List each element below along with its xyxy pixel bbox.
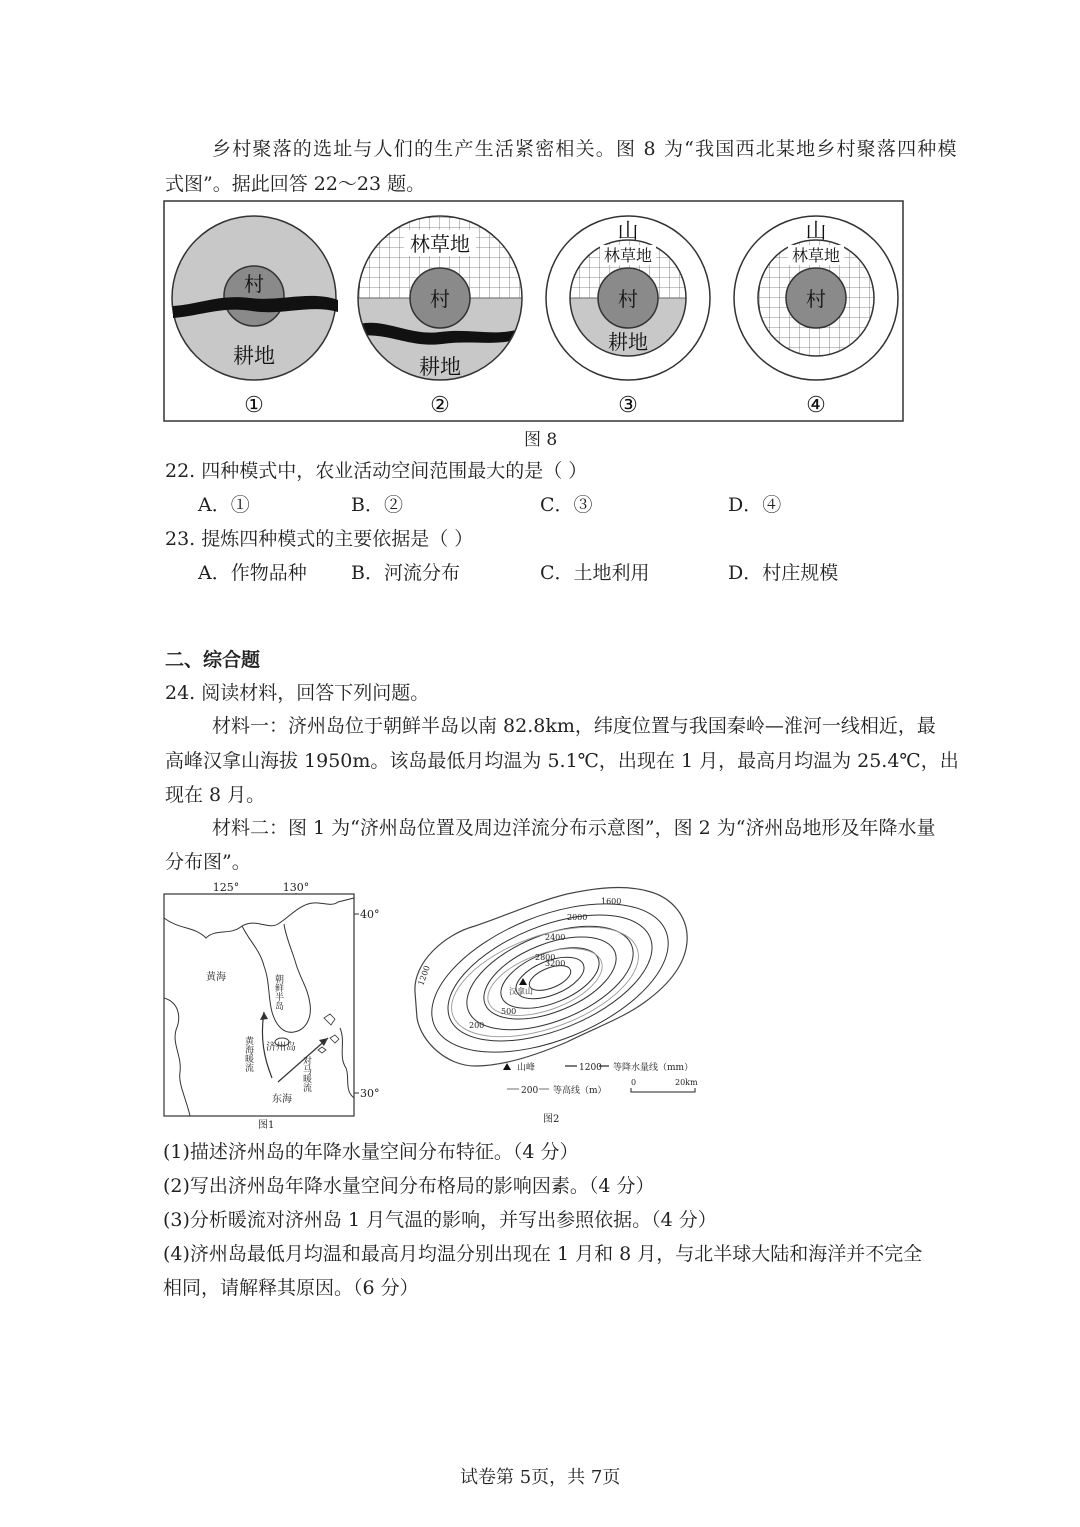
figure-8-caption: 图 8 [524, 430, 558, 450]
mode-4-forest-label: 林草地 [791, 246, 841, 265]
svg-text:40°: 40° [360, 908, 380, 921]
question-24-sub-4-line-2: 相同，请解释其原因。（6 分） [163, 1277, 419, 1299]
svg-text:山峰: 山峰 [517, 1063, 536, 1073]
svg-text:200: 200 [469, 1021, 485, 1030]
mode-2-farmland-label: 耕地 [419, 355, 461, 379]
section-heading: 二、综合题 [165, 649, 261, 671]
page-footer: 试卷第 5页，共 7页 [460, 1467, 621, 1488]
question-22-option-c[interactable]: C．③ [540, 494, 593, 516]
svg-text:济州岛: 济州岛 [266, 1042, 296, 1053]
svg-text:1200: 1200 [416, 964, 432, 987]
mode-1-village-label: 村 [244, 272, 264, 296]
question-24-sub-4-line-1: (4)济州岛最低月均温和最高月均温分别出现在 1 月和 8 月，与北半球大陆和海洋并不完全 [163, 1243, 923, 1265]
svg-text:200: 200 [521, 1086, 539, 1096]
svg-text:130°: 130° [282, 881, 310, 894]
svg-text:125°: 125° [212, 881, 240, 894]
material-2-line-1: 材料二：图 1 为“济州岛位置及周边洋流分布示意图”，图 2 为“济州岛地形及年降水量 [212, 817, 936, 839]
question-23-option-a[interactable]: A．作物品种 [198, 562, 307, 584]
question-23-option-c[interactable]: C．土地利用 [540, 562, 650, 584]
svg-text:3200: 3200 [545, 959, 566, 968]
question-22-stem: 22. 四种模式中，农业活动空间范围最大的是（ ） [165, 460, 588, 482]
material-1-line-2: 高峰汉拿山海拔 1950m。该岛最低月均温为 5.1℃，出现在 1 月，最高月均温为 25.4℃，出 [165, 750, 959, 772]
mode-3-forest-label: 林草地 [603, 246, 653, 265]
mode-1-number: ① [244, 393, 264, 418]
svg-text:汉拿山: 汉拿山 [509, 987, 533, 996]
intro-line-1: 乡村聚落的选址与人们的生产生活紧密相关。图 8 为“我国西北某地乡村聚落四种模 [212, 138, 958, 160]
question-24-sub-3: (3)分析暖流对济州岛 1 月气温的影响，并写出参照依据。（4 分） [163, 1209, 717, 1231]
question-23-option-d[interactable]: D．村庄规模 [728, 562, 839, 584]
mode-3-farmland-label: 耕地 [608, 330, 648, 354]
material-1-line-1: 材料一：济州岛位于朝鲜半岛以南 82.8km，纬度位置与我国秦岭—淮河一线相近，最 [212, 715, 936, 737]
svg-text:0: 0 [631, 1078, 637, 1087]
svg-text:2800: 2800 [535, 953, 556, 962]
svg-text:20km: 20km [675, 1078, 698, 1087]
svg-text:等高线（m）: 等高线（m） [553, 1086, 607, 1096]
mode-4-village-label: 村 [806, 287, 826, 311]
figure-8 [160, 198, 908, 426]
map-1-location [160, 878, 390, 1133]
svg-text:1600: 1600 [601, 897, 622, 906]
mode-4-number: ④ [806, 393, 826, 418]
material-1-line-3: 现在 8 月。 [165, 784, 266, 806]
mode-2-number: ② [430, 393, 450, 418]
mode-1-farmland-label: 耕地 [233, 344, 275, 368]
svg-text:1200: 1200 [579, 1063, 602, 1073]
svg-text:30°: 30° [360, 1087, 380, 1100]
question-24-stem: 24. 阅读材料，回答下列问题。 [165, 682, 430, 704]
mode-4-mountain-label: 山 [805, 219, 827, 243]
svg-text:对马暖流: 对马暖流 [301, 1056, 311, 1092]
mode-3-mountain-label: 山 [617, 219, 639, 243]
svg-text:等降水量线（mm）: 等降水量线（mm） [613, 1063, 694, 1073]
svg-text:黄海暖流: 黄海暖流 [243, 1036, 253, 1072]
svg-text:图2: 图2 [543, 1114, 560, 1125]
svg-text:2400: 2400 [545, 933, 566, 942]
svg-text:东海: 东海 [272, 1094, 292, 1105]
mode-3-village-label: 村 [618, 287, 638, 311]
intro-line-2: 式图”。据此回答 22～23 题。 [165, 173, 426, 195]
question-22-option-b[interactable]: B．② [351, 494, 403, 516]
svg-text:黄海: 黄海 [206, 972, 226, 983]
svg-text:500: 500 [501, 1007, 517, 1016]
mode-3-number: ③ [618, 393, 638, 418]
question-23-option-b[interactable]: B．河流分布 [351, 562, 460, 584]
question-22-option-a[interactable]: A．① [198, 494, 250, 516]
svg-text:图1: 图1 [258, 1120, 275, 1131]
mode-2-forest-label: 林草地 [410, 232, 470, 256]
question-23-stem: 23. 提炼四种模式的主要依据是（ ） [165, 528, 474, 550]
svg-text:2000: 2000 [567, 913, 588, 922]
question-22-option-d[interactable]: D．④ [728, 494, 782, 516]
map-2-precipitation [395, 882, 705, 1132]
svg-text:朝鲜半岛: 朝鲜半岛 [273, 974, 283, 1010]
mode-2-village-label: 村 [430, 287, 450, 311]
question-24-sub-1: (1)描述济州岛的年降水量空间分布特征。（4 分） [163, 1141, 579, 1163]
question-24-sub-2: (2)写出济州岛年降水量空间分布格局的影响因素。（4 分） [163, 1175, 655, 1197]
material-2-line-2: 分布图”。 [165, 851, 251, 873]
